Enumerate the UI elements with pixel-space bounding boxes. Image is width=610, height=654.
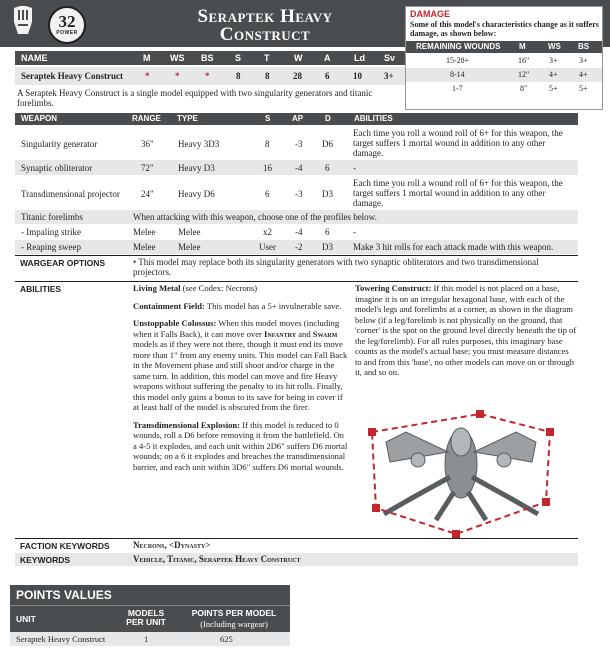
weapon-name: Singularity generator xyxy=(21,139,98,149)
faction-keywords-label: FACTION KEYWORDS xyxy=(20,541,110,551)
damage-row xyxy=(406,54,602,68)
unit-description: A Seraptek Heavy Construct is a single model equipped with two singularity generators and titanic forelimbs. xyxy=(17,88,373,108)
weapon-d: D3 xyxy=(322,189,333,199)
stat-header-ws: WS xyxy=(170,53,185,63)
keywords-label: KEYWORDS xyxy=(20,555,71,565)
weapon-profile-row xyxy=(15,225,578,239)
power-value: 32 xyxy=(58,12,76,31)
points-header-points: POINTS PER MODEL xyxy=(191,608,277,618)
weapon-header-s: S xyxy=(265,114,271,123)
stat-header-row xyxy=(15,51,405,65)
abilities-column-right xyxy=(355,283,577,385)
weapon-d: 6 xyxy=(325,163,330,173)
damage-bs: 3+ xyxy=(579,56,588,65)
weapon-type: Heavy D6 xyxy=(178,189,215,199)
damage-wounds: 8-14 xyxy=(450,70,465,79)
points-unit: Seraptek Heavy Construct xyxy=(16,634,106,644)
weapon-profile-row xyxy=(15,240,578,254)
points-value: 625 xyxy=(220,634,233,644)
damage-header-wounds: REMAINING WOUNDS xyxy=(416,42,501,51)
weapon-header-ap: AP xyxy=(292,114,304,123)
ability-text: If this model is not placed on a base, imagine it is on an irregular hexagonal base, with each of the model's legs and forelimbs at a corner, as shown in the diagram below (if a leg/forelimb is not physically on the ground, that 'corner' is the spot on the ground level directly beneath the tip of the leg/forelimb). For all rules purposes, this imaginary base counts as the model's actual base; you must measure distances to and from this 'base', no other models can move on or through it, and so on. xyxy=(355,283,577,377)
damage-bs: 4+ xyxy=(579,70,588,79)
stat-sv: 3+ xyxy=(384,71,394,81)
ability-text: models as if they were not there, though it must end its move more than 1" from any enemy units. This model can Fall Back in the Movement phase and still shoot and/or charge in the same turn. In addition, this model can move and fire Heavy weapons without suffering the penalty to its hit rolls. Finally, this model only gains a bonus to its save for being in cover if at least half of the model is obscured from the firer. xyxy=(133,339,348,412)
stat-header-w: W xyxy=(294,53,303,63)
profile-type: Melee xyxy=(178,227,201,237)
faction-keywords-row xyxy=(15,539,578,552)
damage-description: Some of this model's characteristics change as it suffers damage, as shown below: xyxy=(410,20,599,38)
wargear-label: WARGEAR OPTIONS xyxy=(20,258,106,268)
weapon-header-type: TYPE xyxy=(177,114,198,123)
faction-keywords-value: Necrons, <Dynasty> xyxy=(133,540,211,550)
weapon-header-d: D xyxy=(325,114,331,123)
points-title: POINTS VALUES xyxy=(16,588,112,602)
damage-header-row xyxy=(406,41,602,53)
points-models: 1 xyxy=(144,634,149,644)
keyword-swarm: Swarm xyxy=(312,328,338,339)
profile-type: Melee xyxy=(178,242,201,252)
damage-ws: 3+ xyxy=(549,56,558,65)
ability-explosion xyxy=(133,420,349,473)
damage-wounds: 15-28+ xyxy=(446,56,470,65)
stat-t: 8 xyxy=(265,71,270,81)
power-label: POWER xyxy=(56,30,78,36)
damage-row xyxy=(406,82,602,96)
profile-abilities: Make 3 hit rolls for each attack made with this weapon. xyxy=(353,242,554,252)
divider xyxy=(15,255,578,256)
profile-name: - Impaling strike xyxy=(21,227,81,237)
weapon-header-name: WEAPON xyxy=(21,114,57,123)
damage-wounds: 1-7 xyxy=(452,84,463,93)
weapon-ap: -3 xyxy=(295,139,303,149)
ability-text: This model has a 5+ invulnerable save. xyxy=(206,300,342,311)
weapon-header-range: RANGE xyxy=(132,114,161,123)
profile-s: User xyxy=(259,242,276,252)
stat-a: 6 xyxy=(325,71,330,81)
weapon-abilities: Each time you roll a wound roll of 6+ for this weapon, the target suffers 1 mortal wound in addition to any other damage. xyxy=(353,128,563,158)
ability-text: When this model moves (including when it Falls Back), it can move over xyxy=(133,318,340,339)
abilities-label: ABILITIES xyxy=(20,284,62,294)
weapon-abilities: Each time you roll a wound roll of 6+ for this weapon, the target suffers 1 mortal wound in addition to any other damage. xyxy=(353,178,563,208)
keywords-value: Vehicle, Titanic, Seraptek Heavy Construct xyxy=(133,554,301,564)
stat-header-m: M xyxy=(143,53,151,63)
damage-ws: 5+ xyxy=(549,84,558,93)
profile-d: D3 xyxy=(322,242,333,252)
weapon-range: 72" xyxy=(141,163,154,173)
ability-name: Unstoppable Colossus: xyxy=(133,318,217,328)
ability-containment xyxy=(133,301,349,312)
weapon-abilities: - xyxy=(353,163,356,173)
weapon-name: Titanic forelimbs xyxy=(21,212,83,222)
weapon-ap: -3 xyxy=(295,189,303,199)
unit-title-line1: Seraptek Heavy xyxy=(197,6,333,27)
profile-abilities: - xyxy=(353,227,356,237)
points-row xyxy=(10,632,290,646)
stat-w: 28 xyxy=(293,71,302,81)
stat-header-t: T xyxy=(264,53,270,63)
weapon-name: Synaptic obliterator xyxy=(21,163,93,173)
weapon-type: Heavy 3D3 xyxy=(178,139,220,149)
stat-m: * xyxy=(145,71,150,81)
damage-m: 12" xyxy=(518,70,530,79)
profile-range: Melee xyxy=(133,242,156,252)
stat-bs: * xyxy=(205,71,210,81)
damage-bs: 5+ xyxy=(579,84,588,93)
weapon-row xyxy=(15,176,578,209)
ability-towering xyxy=(355,283,577,378)
stat-header-ld: Ld xyxy=(354,53,365,63)
points-header-note: (Including wargear) xyxy=(200,619,268,629)
profile-s: x2 xyxy=(263,227,272,237)
weapon-row-titanic xyxy=(15,210,578,224)
stat-header-s: S xyxy=(235,53,242,63)
ability-unstoppable xyxy=(133,318,349,413)
stat-ws: * xyxy=(175,71,180,81)
profile-range: Melee xyxy=(133,227,156,237)
ability-name: Transdimensional Explosion: xyxy=(133,419,241,430)
weapon-row xyxy=(15,126,578,159)
damage-m: 16" xyxy=(518,56,530,65)
divider xyxy=(15,281,578,282)
power-rating-badge xyxy=(48,6,86,44)
unit-title-line2: Construct xyxy=(219,24,311,45)
stat-header-a: A xyxy=(324,53,331,63)
weapon-note: When attacking with this weapon, choose one of the profiles below. xyxy=(133,212,377,222)
stat-header-name: NAME xyxy=(21,53,48,63)
weapon-type: Heavy D3 xyxy=(178,163,215,173)
profile-name: - Reaping sweep xyxy=(21,242,81,252)
weapon-row xyxy=(15,160,578,175)
weapon-name: Transdimensional projector xyxy=(21,189,120,199)
ability-name: Containment Field: xyxy=(133,300,205,311)
weapon-s: 8 xyxy=(265,139,270,149)
points-header-unit: UNIT xyxy=(16,614,36,624)
damage-ws: 4+ xyxy=(549,70,558,79)
keyword-infantry: Infantry xyxy=(264,328,297,339)
base-diagram-image xyxy=(366,402,556,538)
stat-s: 8 xyxy=(236,71,241,81)
damage-header-bs: BS xyxy=(578,42,590,51)
points-header-row xyxy=(10,605,290,633)
weapon-range: 24" xyxy=(141,189,154,199)
damage-table xyxy=(405,6,603,110)
points-title-bar xyxy=(10,585,290,605)
ability-living-metal xyxy=(133,283,349,294)
weapon-s: 16 xyxy=(263,163,272,173)
keywords-row xyxy=(15,553,578,566)
stat-row xyxy=(15,67,405,85)
ability-text: and xyxy=(298,328,311,339)
stat-header-bs: BS xyxy=(201,53,214,63)
weapon-header-abilities: ABILITIES xyxy=(354,114,393,123)
weapon-header-row xyxy=(15,113,578,125)
ability-text: (see Codex: Necrons) xyxy=(182,283,258,293)
stat-ld: 10 xyxy=(353,71,362,81)
damage-header-ws: WS xyxy=(548,42,561,51)
damage-title: DAMAGE xyxy=(410,9,450,19)
profile-ap: -2 xyxy=(295,242,303,252)
weapon-d: D6 xyxy=(322,139,333,149)
profile-ap: -4 xyxy=(295,227,303,237)
unit-title xyxy=(135,8,395,44)
faction-emblem-icon xyxy=(10,4,36,40)
stat-name: Seraptek Heavy Construct xyxy=(21,71,123,81)
weapon-range: 36" xyxy=(141,139,154,149)
ability-name: Living Metal xyxy=(133,283,181,293)
wargear-text: • This model may replace both its singularity generators with two synaptic obliterators and two transdimensional projectors. xyxy=(133,257,539,277)
damage-header-m: M xyxy=(519,42,526,51)
stat-header-sv: Sv xyxy=(384,53,396,63)
damage-row xyxy=(406,68,602,82)
damage-m: 8" xyxy=(520,84,528,93)
profile-d: 6 xyxy=(325,227,330,237)
weapon-ap: -4 xyxy=(295,163,303,173)
ability-name: Towering Construct: xyxy=(355,283,432,293)
abilities-column-left xyxy=(133,283,349,479)
weapon-s: 6 xyxy=(265,189,270,199)
ability-text: If this model is reduced to 0 wounds, roll a D6 before removing it from the battlefield. On a 4-5 it explodes, and each unit within 2D6" suffers D6 mortal wounds; on a 6 it explodes and breaches the transdimensional barrier, and each unit within 3D6" suffers D6 mortal wounds. xyxy=(133,419,348,472)
points-header-models: MODELS PER UNIT xyxy=(126,608,166,627)
